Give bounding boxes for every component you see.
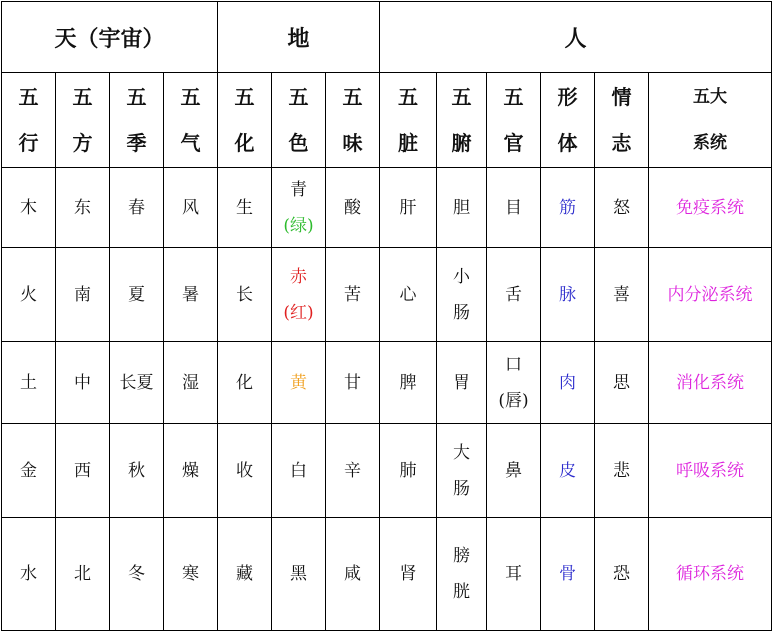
- earth-header: 地: [218, 2, 380, 73]
- fu-cell-line: 胃: [453, 372, 471, 393]
- sense-cell-line: 耳: [505, 564, 523, 584]
- qi-cell: 寒: [164, 518, 218, 631]
- fu-cell: [437, 168, 487, 248]
- wuxing-cell: 水: [2, 518, 56, 631]
- fu-cell-line: 胱: [453, 582, 471, 602]
- zang-cell: 肝: [380, 168, 437, 248]
- direction-cell: 北: [56, 518, 110, 631]
- transform-cell: 收: [218, 424, 272, 518]
- qi-cell: 燥: [164, 424, 218, 518]
- sense-cell-line: (唇): [498, 390, 529, 411]
- table-row: [2, 168, 772, 248]
- taste-cell: 苦: [326, 248, 380, 342]
- body-cell: 筋: [541, 168, 595, 248]
- color-cell-line: 赤: [290, 266, 308, 287]
- zang-cell: 肺: [380, 424, 437, 518]
- body-cell: 皮: [541, 424, 595, 518]
- taste-cell: 甘: [326, 342, 380, 424]
- sense-cell-line: 口: [505, 354, 523, 375]
- wuxing-cell: 金: [2, 424, 56, 518]
- sense-cell-line: 目: [505, 197, 523, 218]
- direction-cell: 中: [56, 342, 110, 424]
- color-cell: [272, 424, 326, 518]
- col-header-system: 五大 系统: [649, 73, 772, 168]
- season-cell: 夏: [110, 248, 164, 342]
- sense-cell-line: 鼻: [505, 460, 523, 481]
- qi-cell: 风: [164, 168, 218, 248]
- fu-cell-line: 胆: [453, 197, 471, 218]
- system-cell: 呼吸系统: [649, 424, 772, 518]
- qi-cell: 暑: [164, 248, 218, 342]
- color-cell: [272, 248, 326, 342]
- season-cell: 冬: [110, 518, 164, 631]
- color-cell-line: (绿): [283, 215, 314, 236]
- emotion-cell: 喜: [595, 248, 649, 342]
- emotion-cell: 悲: [595, 424, 649, 518]
- sense-cell: [487, 342, 541, 424]
- fu-cell: [437, 424, 487, 518]
- col-header-transform: 五 化: [218, 73, 272, 168]
- transform-cell: 藏: [218, 518, 272, 631]
- fu-cell-line: 肠: [453, 478, 471, 499]
- col-header-color: 五 色: [272, 73, 326, 168]
- system-cell: 循环系统: [649, 518, 772, 631]
- transform-cell: 长: [218, 248, 272, 342]
- transform-cell: 化: [218, 342, 272, 424]
- emotion-cell: 恐: [595, 518, 649, 631]
- body-cell: 肉: [541, 342, 595, 424]
- sense-cell: [487, 248, 541, 342]
- emotion-cell: 思: [595, 342, 649, 424]
- wuxing-cell: 木: [2, 168, 56, 248]
- table-row: [2, 342, 772, 424]
- body-cell: 骨: [541, 518, 595, 631]
- col-header-taste: 五 味: [326, 73, 380, 168]
- col-header-emotion: 情 志: [595, 73, 649, 168]
- season-cell: 春: [110, 168, 164, 248]
- zang-cell: 脾: [380, 342, 437, 424]
- color-cell-line: 青: [290, 179, 308, 200]
- zang-cell: 心: [380, 248, 437, 342]
- sense-cell-line: 舌: [505, 284, 523, 305]
- taste-cell: 酸: [326, 168, 380, 248]
- color-cell: [272, 518, 326, 631]
- human-header: 人: [380, 2, 772, 73]
- season-cell: 长夏: [110, 342, 164, 424]
- fu-cell: [437, 342, 487, 424]
- direction-cell: 东: [56, 168, 110, 248]
- color-cell-line: 黄: [290, 372, 308, 393]
- sense-cell: [487, 168, 541, 248]
- table-row: [2, 518, 772, 631]
- fu-cell: [437, 518, 487, 631]
- fu-cell: [437, 248, 487, 342]
- col-header-sense: 五 官: [487, 73, 541, 168]
- col-header-qi: 五 气: [164, 73, 218, 168]
- col-header-zang: 五 脏: [380, 73, 437, 168]
- col-header-direction: 五 方: [56, 73, 110, 168]
- direction-cell: 西: [56, 424, 110, 518]
- table-row: [2, 424, 772, 518]
- sense-cell: [487, 424, 541, 518]
- five-elements-table: [1, 1, 772, 631]
- transform-cell: 生: [218, 168, 272, 248]
- col-header-wuxing: 五 行: [2, 73, 56, 168]
- direction-cell: 南: [56, 248, 110, 342]
- taste-cell: 辛: [326, 424, 380, 518]
- category-header-row: [2, 2, 772, 73]
- system-cell: 消化系统: [649, 342, 772, 424]
- fu-cell-line: 小: [453, 266, 471, 287]
- emotion-cell: 怒: [595, 168, 649, 248]
- season-cell: 秋: [110, 424, 164, 518]
- system-cell: 免疫系统: [649, 168, 772, 248]
- col-header-season: 五 季: [110, 73, 164, 168]
- color-cell: [272, 168, 326, 248]
- table-row: [2, 248, 772, 342]
- color-cell-line: (红): [283, 302, 314, 323]
- qi-cell: 湿: [164, 342, 218, 424]
- body-cell: 脉: [541, 248, 595, 342]
- fu-cell-line: 肠: [453, 302, 471, 323]
- wuxing-cell: 土: [2, 342, 56, 424]
- wuxing-cell: 火: [2, 248, 56, 342]
- col-header-fu: 五 腑: [437, 73, 487, 168]
- system-cell: 内分泌系统: [649, 248, 772, 342]
- fu-cell-line: 膀: [453, 546, 471, 566]
- heaven-header: 天（宇宙）: [2, 2, 218, 73]
- sense-cell: [487, 518, 541, 631]
- color-cell-line: 白: [290, 460, 308, 481]
- color-cell: [272, 342, 326, 424]
- color-cell-line: 黑: [290, 564, 308, 584]
- taste-cell: 咸: [326, 518, 380, 631]
- fu-cell-line: 大: [453, 442, 471, 463]
- zang-cell: 肾: [380, 518, 437, 631]
- col-header-body: 形 体: [541, 73, 595, 168]
- column-header-row: [2, 73, 772, 168]
